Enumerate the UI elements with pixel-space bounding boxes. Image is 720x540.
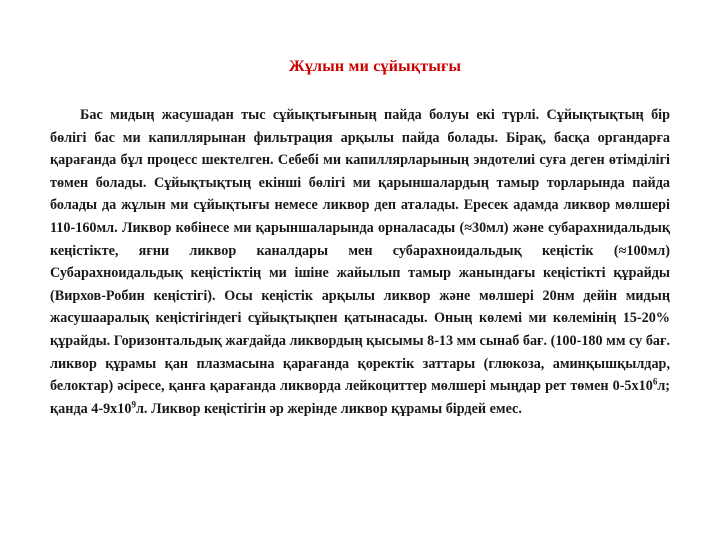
exponent-superscript-1: 6: [652, 376, 658, 387]
paragraph-text-part3: л. Ликвор кеңістігін әр жерінде ликвор құрамы бірдей емес.: [135, 400, 522, 417]
paragraph-text-part1: Бас мидың жасушадан тыс сұйықтығының пайда болуы екі түрлі. Сұйықтықтың бір бөлігі бас ми капиллярынан фильтрация арқылы пайда болады. Бірақ, басқа органдарға қарағанда бұл процесс шектелген. Себебі ми капиллярларының эндотелиі суға деген өтімділігі төмен болады. Сұйықтықтың екінші бөлігі ми қарыншалардың тамыр торларында пайда болады да жұлын ми сұйықтығы немесе ликвор деп аталады. Ересек адамда ликвор мөлшері 110-160мл. Ликвор көбінесе ми қарыншаларында орналасады (≈30мл) және субарахнидальдық кеңістікте, яғни ликвор каналдары мен субарахноидальдық кеңістік (≈100мл) Субарахноидальдық кеңістіктің ми ішіне жайылып тамыр жанындағы кеңістікті құрайды (Вирхов-Робин кеңістігі). Осы кеңістік арқылы ликвор және мөлшері 20нм дейін мидың жасушааралық кеңістігіндегі сұйықтықпен қатынасады. Оның көлемі ми көлемінің 15-20% құрайды. Горизонтальдық жағдайда ликвордың қысымы 8-13 мм сынаб бағ. (100-180 мм су бағ. ликвор құрамы қан плазмасына қарағанда қоректік заттары (глюкоза, аминқышқылдар, белоктар) әсіресе, қанға қарағанда ликворда лейкоциттер мөлшері мыңдар рет төмен 0-5х10: [50, 107, 670, 395]
document-title: Жұлын ми сұйықтығы: [288, 58, 462, 75]
exponent-superscript-2: 9: [131, 398, 136, 409]
body-paragraph: [50, 104, 670, 420]
paragraph-text-part2: л; қанда 4-9х10: [50, 378, 670, 417]
